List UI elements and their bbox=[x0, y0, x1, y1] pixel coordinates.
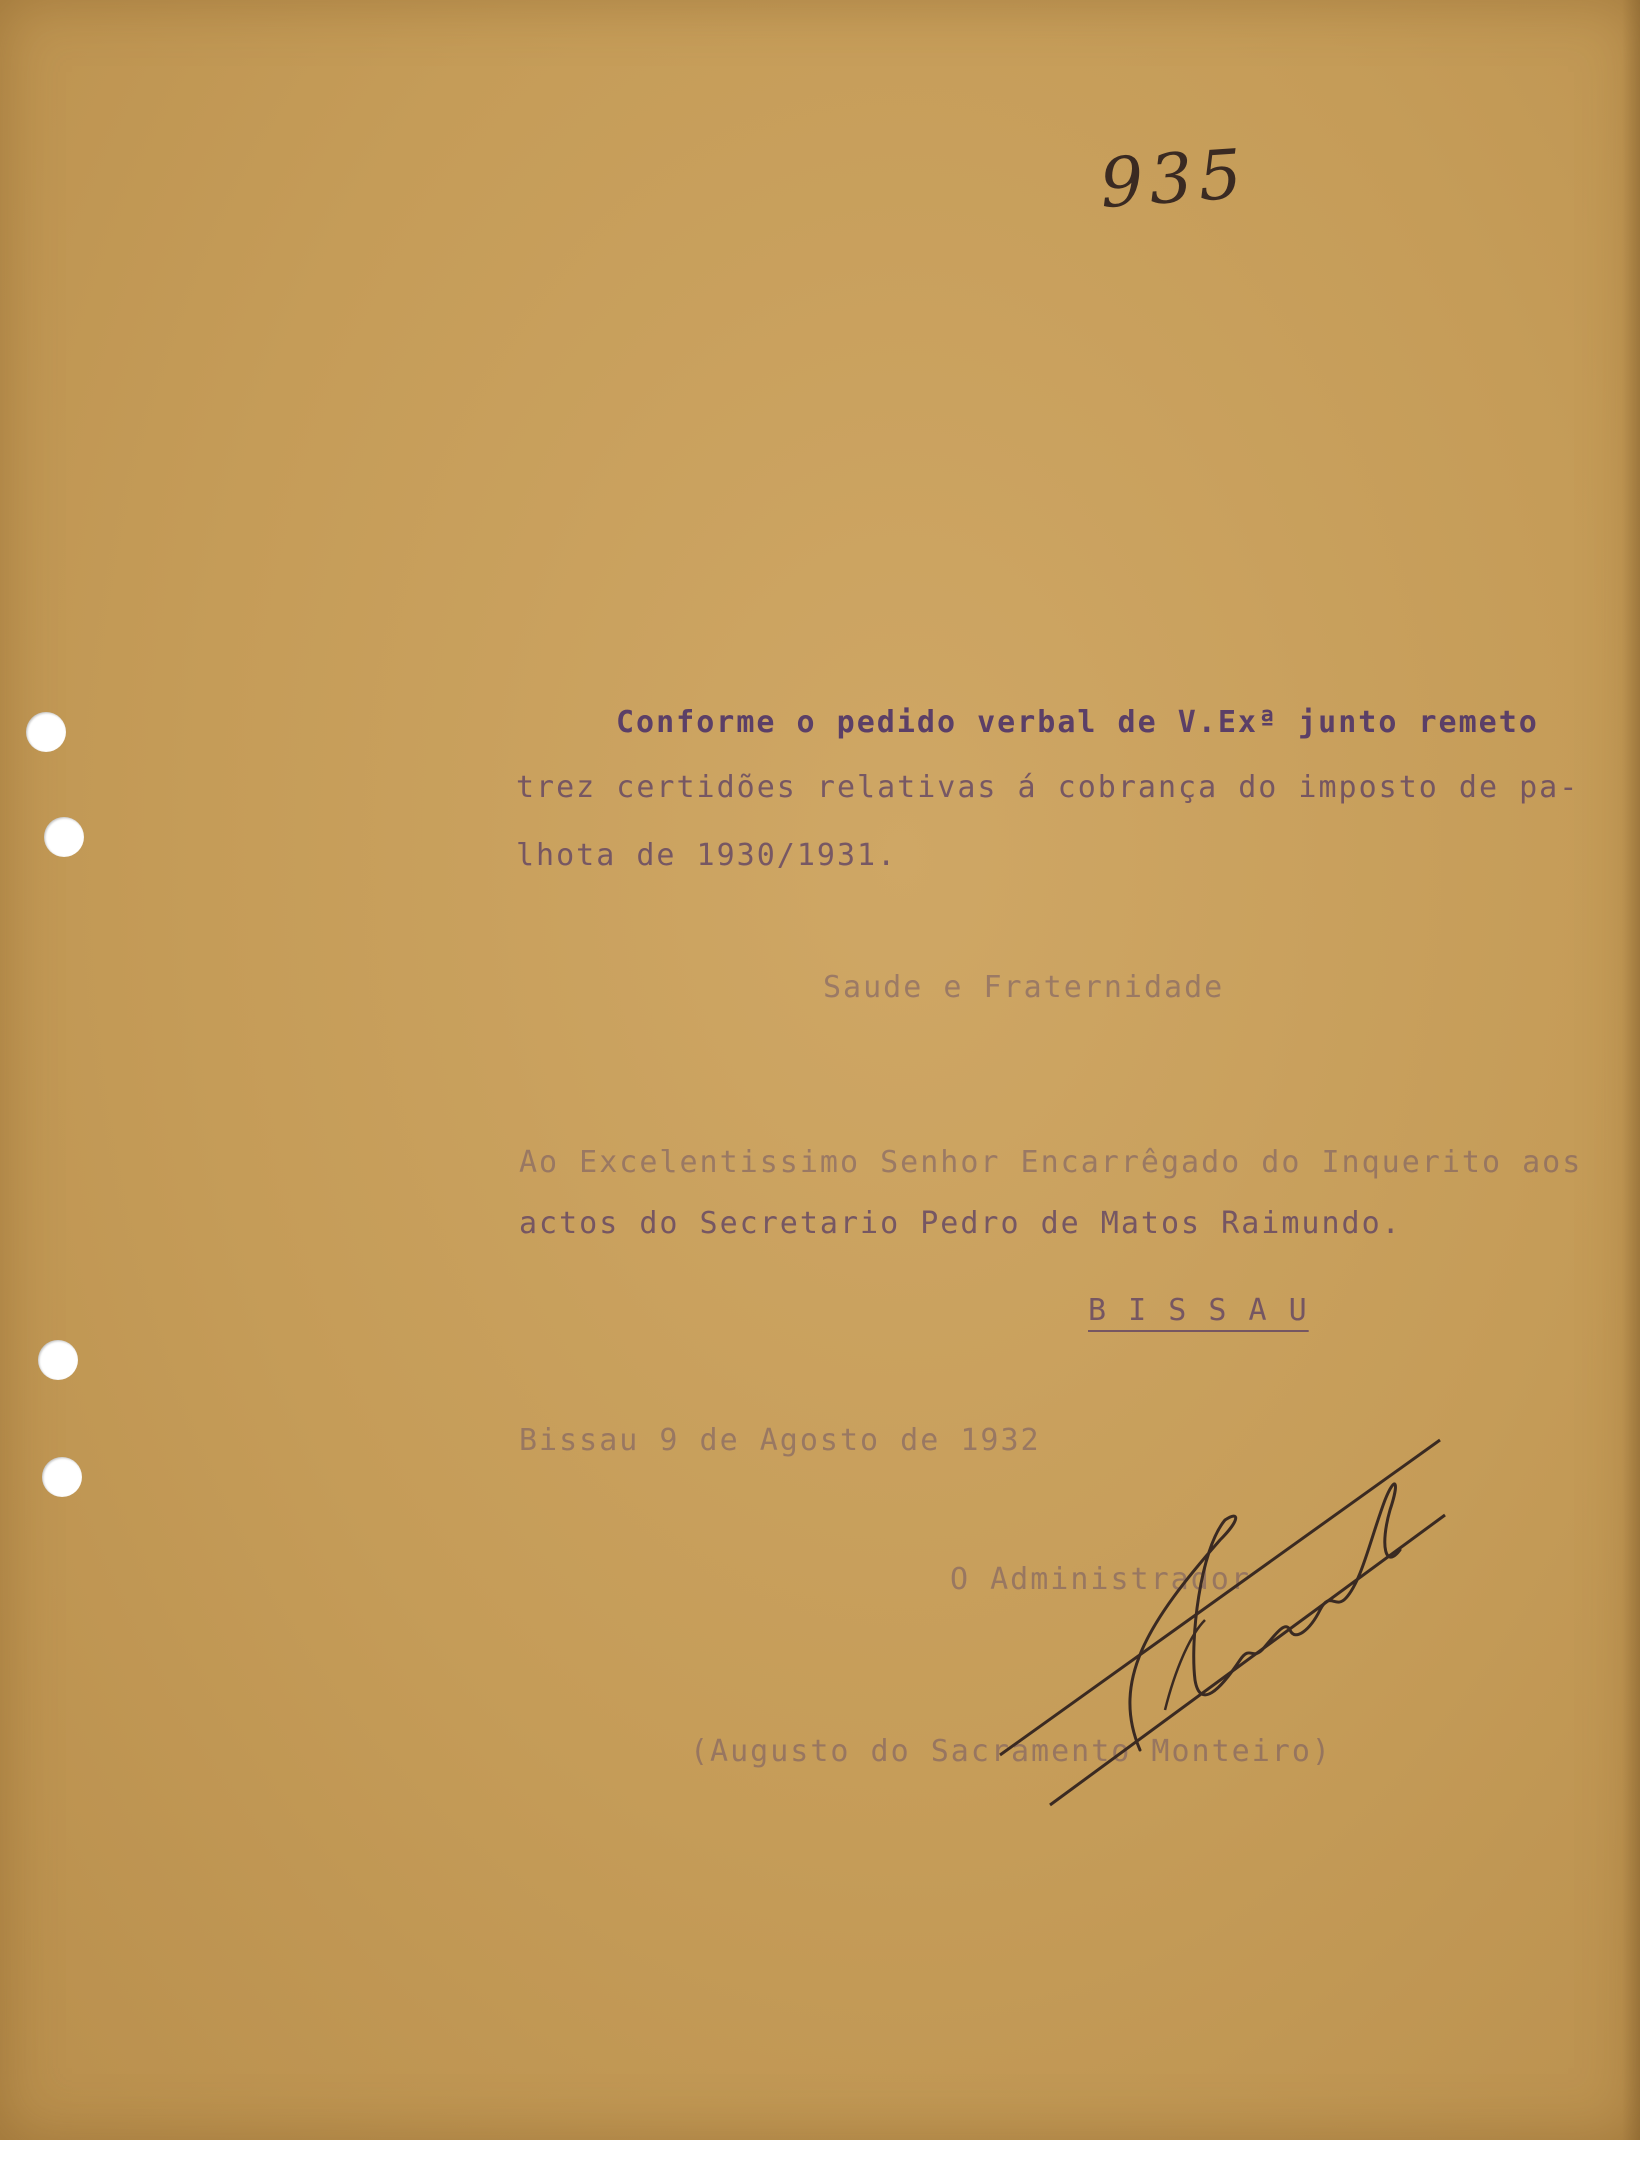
date-line: Bissau 9 de Agosto de 1932 bbox=[519, 1423, 1041, 1458]
punch-hole bbox=[44, 817, 84, 857]
body-line: lhota de 1930/1931. bbox=[516, 838, 898, 873]
salutation: Saude e Fraternidade bbox=[823, 970, 1225, 1005]
punch-hole bbox=[38, 1340, 78, 1380]
addressee-line: Ao Excelentissimo Senhor Encarrêgado do Inquerito aos bbox=[519, 1145, 1583, 1180]
signatory-title: O Administrador bbox=[950, 1562, 1251, 1597]
destination-city: B I S S A U bbox=[1088, 1293, 1309, 1328]
signatory-name: (Augusto do Sacramento Monteiro) bbox=[690, 1734, 1332, 1769]
handwritten-folio-number: 935 bbox=[1097, 134, 1251, 225]
body-line: trez certidões relativas á cobrança do imposto de pa- bbox=[516, 770, 1580, 805]
punch-hole bbox=[26, 712, 66, 752]
body-line: Conforme o pedido verbal de V.Exª junto remeto bbox=[616, 705, 1539, 740]
punch-hole bbox=[42, 1457, 82, 1497]
handwritten-signature bbox=[990, 1420, 1460, 1820]
addressee-line: actos do Secretario Pedro de Matos Raimundo. bbox=[519, 1206, 1402, 1241]
